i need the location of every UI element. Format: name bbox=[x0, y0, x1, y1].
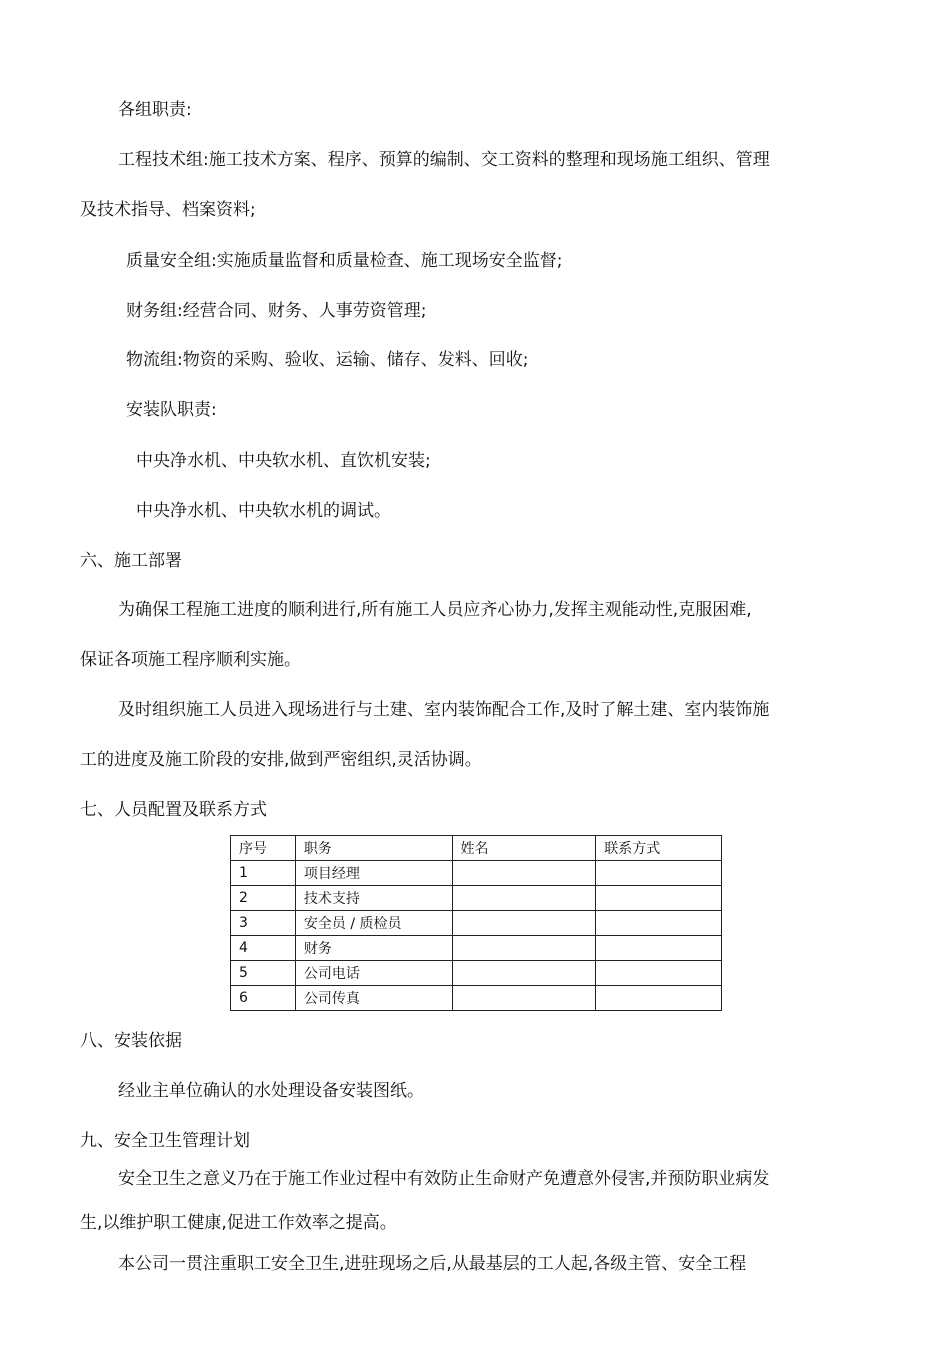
cell-index: 6 bbox=[231, 986, 296, 1011]
section6-heading: 六、施工部署 bbox=[80, 551, 182, 571]
install-duty-1: 中央净水机、中央软水机、直饮机安装; bbox=[136, 451, 431, 471]
cell-name bbox=[452, 936, 596, 961]
section9-heading: 九、安全卫生管理计划 bbox=[80, 1131, 250, 1151]
cell-position: 公司电话 bbox=[295, 961, 452, 986]
section9-p2-line1: 本公司一贯注重职工安全卫生,进驻现场之后,从最基层的工人起,各级主管、安全工程 bbox=[118, 1254, 747, 1274]
cell-index: 5 bbox=[231, 961, 296, 986]
cell-name bbox=[452, 861, 596, 886]
table-row bbox=[231, 961, 722, 986]
staff-table bbox=[230, 835, 722, 1011]
table-row bbox=[231, 886, 722, 911]
cell-name bbox=[452, 986, 596, 1011]
cell-name bbox=[452, 911, 596, 936]
logistics-group: 物流组:物资的采购、验收、运输、储存、发料、回收; bbox=[126, 350, 529, 370]
header-cell-name: 姓名 bbox=[452, 836, 596, 861]
section6-p2-line2: 工的进度及施工阶段的安排,做到严密组织,灵活协调。 bbox=[80, 750, 482, 770]
cell-contact bbox=[596, 986, 722, 1011]
section8-heading: 八、安装依据 bbox=[80, 1031, 182, 1051]
cell-index: 3 bbox=[231, 911, 296, 936]
eng-group-line1: 工程技术组:施工技术方案、程序、预算的编制、交工资料的整理和现场施工组织、管理 bbox=[118, 150, 770, 170]
cell-position: 安全员 / 质检员 bbox=[295, 911, 452, 936]
install-duty-2: 中央净水机、中央软水机的调试。 bbox=[136, 501, 391, 521]
cell-contact bbox=[596, 861, 722, 886]
table-row bbox=[231, 861, 722, 886]
eng-group-line2: 及技术指导、档案资料; bbox=[80, 200, 256, 220]
cell-position: 技术支持 bbox=[295, 886, 452, 911]
cell-position: 项目经理 bbox=[295, 861, 452, 886]
table-row bbox=[231, 936, 722, 961]
finance-group: 财务组:经营合同、财务、人事劳资管理; bbox=[126, 301, 427, 321]
install-team-heading: 安装队职责: bbox=[126, 400, 217, 420]
section6-p1-line1: 为确保工程施工进度的顺利进行,所有施工人员应齐心协力,发挥主观能动性,克服困难, bbox=[118, 600, 752, 620]
section6-p2-line1: 及时组织施工人员进入现场进行与土建、室内装饰配合工作,及时了解土建、室内装饰施 bbox=[118, 700, 770, 720]
section9-p1-line1: 安全卫生之意义乃在于施工作业过程中有效防止生命财产免遭意外侵害,并预防职业病发 bbox=[118, 1169, 770, 1189]
header-cell-index: 序号 bbox=[231, 836, 296, 861]
cell-index: 2 bbox=[231, 886, 296, 911]
cell-contact bbox=[596, 961, 722, 986]
cell-position: 财务 bbox=[295, 936, 452, 961]
cell-contact bbox=[596, 936, 722, 961]
header-cell-position: 职务 bbox=[295, 836, 452, 861]
section7-heading: 七、人员配置及联系方式 bbox=[80, 800, 267, 820]
cell-name bbox=[452, 886, 596, 911]
cell-index: 4 bbox=[231, 936, 296, 961]
section9-p1-line2: 生,以维护职工健康,促进工作效率之提高。 bbox=[80, 1213, 397, 1233]
section6-p1-line2: 保证各项施工程序顺利实施。 bbox=[80, 650, 301, 670]
cell-contact bbox=[596, 911, 722, 936]
table-header-row bbox=[231, 836, 722, 861]
table-row bbox=[231, 911, 722, 936]
cell-name bbox=[452, 961, 596, 986]
section8-p1: 经业主单位确认的水处理设备安装图纸。 bbox=[118, 1081, 424, 1101]
table-row bbox=[231, 986, 722, 1011]
cell-position: 公司传真 bbox=[295, 986, 452, 1011]
cell-index: 1 bbox=[231, 861, 296, 886]
header-cell-contact: 联系方式 bbox=[596, 836, 722, 861]
cell-contact bbox=[596, 886, 722, 911]
quality-group: 质量安全组:实施质量监督和质量检查、施工现场安全监督; bbox=[126, 251, 563, 271]
duties-heading: 各组职责: bbox=[118, 100, 192, 120]
